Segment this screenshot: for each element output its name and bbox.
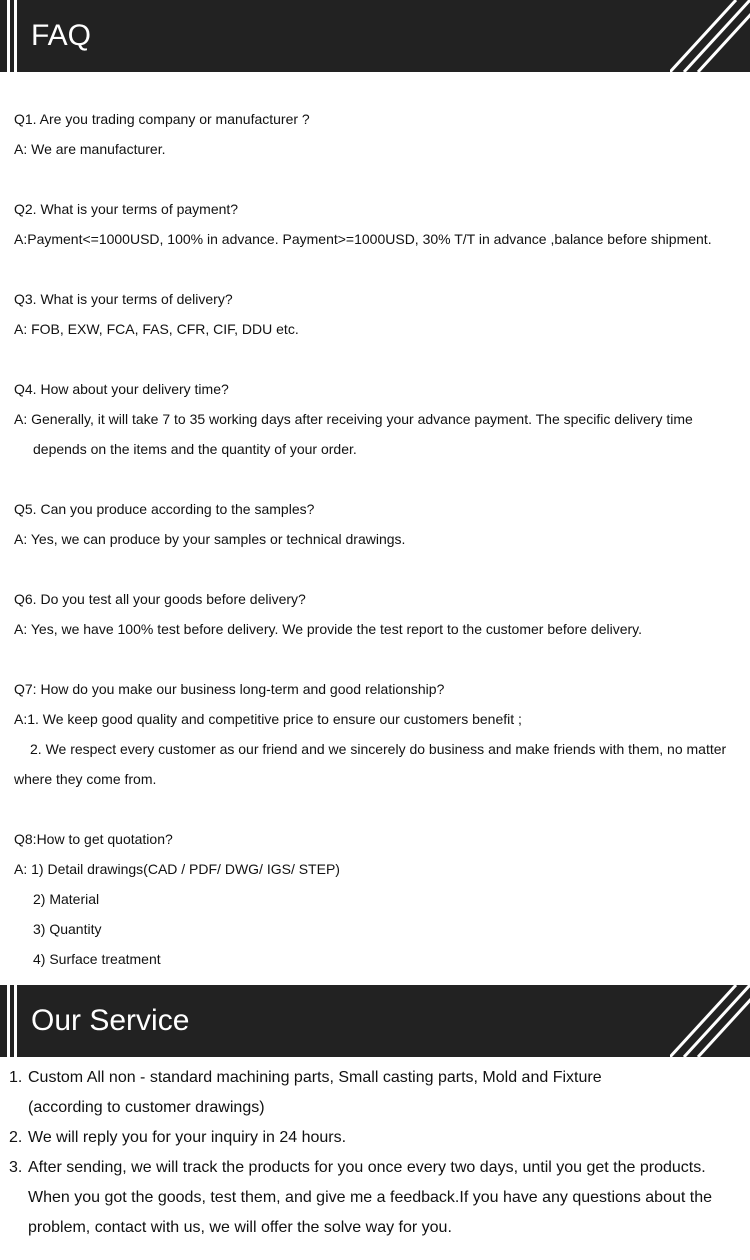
faq-list	[14, 104, 744, 1004]
faq-title: FAQ	[31, 19, 92, 52]
faq-item-q1	[14, 104, 744, 164]
service-text: problem, contact with us, we will offer the solve way for you.	[28, 1219, 452, 1236]
faq-item-q6	[14, 584, 744, 644]
faq-answer: depends on the items and the quantity of your order.	[33, 441, 357, 457]
service-item-1	[9, 1063, 744, 1093]
faq-answer: where they come from.	[14, 771, 157, 787]
header-stripe	[14, 0, 17, 72]
faq-answer: A: FOB, EXW, FCA, FAS, CFR, CIF, DDU etc.	[14, 321, 299, 337]
service-text: (according to customer drawings)	[28, 1099, 265, 1116]
faq-question: Q5. Can you produce according to the samples?	[14, 501, 315, 517]
faq-question: Q1. Are you trading company or manufacturer ?	[14, 111, 310, 127]
service-header-banner	[0, 985, 750, 1057]
faq-item-q7	[14, 674, 744, 794]
service-list	[9, 1063, 744, 1243]
faq-answer: 4) Surface treatment	[33, 951, 161, 967]
service-item-3	[9, 1153, 744, 1183]
faq-question: Q7: How do you make our business long-term and good relationship?	[14, 681, 445, 697]
faq-item-q8	[14, 824, 744, 974]
service-number: 3.	[9, 1159, 23, 1176]
service-title: Our Service	[31, 1004, 190, 1037]
faq-question: Q3. What is your terms of delivery?	[14, 291, 233, 307]
faq-answer: 2) Material	[33, 891, 100, 907]
faq-answer: A: Yes, we can produce by your samples or technical drawings.	[14, 531, 406, 547]
faq-item-q2	[14, 194, 744, 254]
header-stripe	[7, 985, 10, 1057]
faq-answer: A: Yes, we have 100% test before delivery. We provide the test report to the customer before delivery.	[14, 621, 643, 637]
service-text: Custom All non - standard machining parts, Small casting parts, Mold and Fixture	[28, 1069, 602, 1086]
header-stripe	[7, 0, 10, 72]
service-text: We will reply you for your inquiry in 24 hours.	[28, 1129, 347, 1146]
service-number: 1.	[9, 1069, 23, 1086]
faq-question: Q2. What is your terms of payment?	[14, 201, 239, 217]
service-item-2	[9, 1123, 744, 1153]
faq-answer: 2. We respect every customer as our friend and we sincerely do business and make friends with them, no matter	[30, 741, 727, 757]
faq-question: Q4. How about your delivery time?	[14, 381, 229, 397]
service-text: When you got the goods, test them, and give me a feedback.If you have any questions about the	[28, 1189, 712, 1206]
faq-item-q5	[14, 494, 744, 554]
faq-item-q3	[14, 284, 744, 344]
faq-answer: 3) Quantity	[33, 921, 102, 937]
service-text: After sending, we will track the products for you once every two days, until you get the products.	[28, 1159, 706, 1176]
faq-answer: A: We are manufacturer.	[14, 141, 166, 157]
faq-answer: A:Payment<=1000USD, 100% in advance. Payment>=1000USD, 30% T/T in advance ,balance before shipment.	[14, 231, 712, 247]
faq-answer: A:1. We keep good quality and competitive price to ensure our customers benefit ;	[14, 711, 522, 727]
header-stripe	[14, 985, 17, 1057]
service-number: 2.	[9, 1129, 23, 1146]
diagonal-stripes-icon	[670, 985, 750, 1057]
faq-answer: A: Generally, it will take 7 to 35 working days after receiving your advance payment. The specific delivery time	[14, 411, 693, 427]
faq-answer: A: 1) Detail drawings(CAD / PDF/ DWG/ IGS/ STEP)	[14, 861, 340, 877]
diagonal-stripes-icon	[670, 0, 750, 72]
faq-question: Q8:How to get quotation?	[14, 831, 173, 847]
faq-question: Q6. Do you test all your goods before delivery?	[14, 591, 306, 607]
faq-item-q4	[14, 374, 744, 464]
faq-header-banner	[0, 0, 750, 72]
